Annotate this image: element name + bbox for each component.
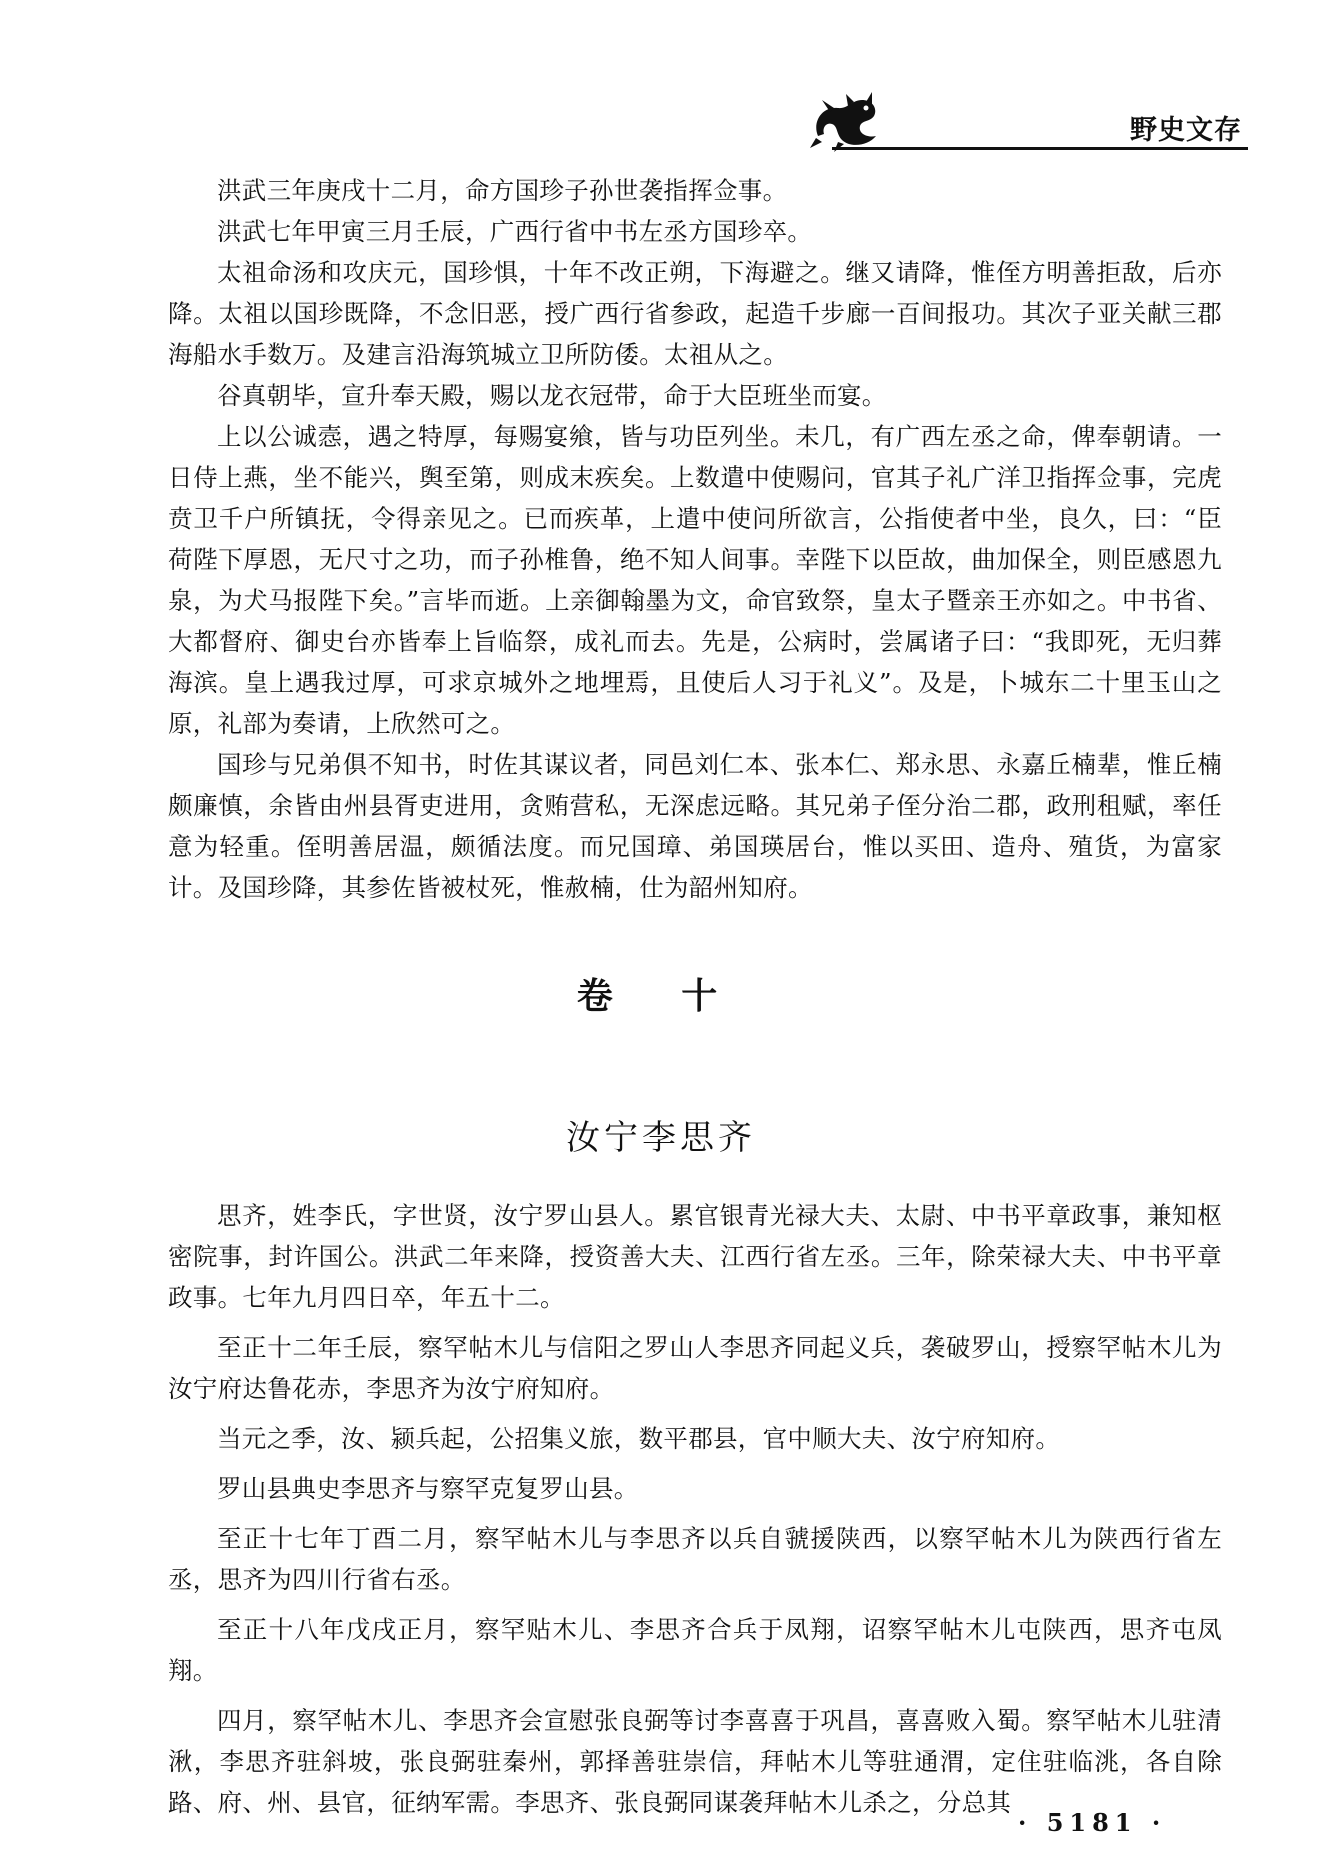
running-header <box>808 92 1248 152</box>
paragraph: 至正十二年壬辰，察罕帖木儿与信阳之罗山人李思齐同起义兵，袭破罗山，授察罕帖木儿为汝宁府达鲁花赤，李思齐为汝宁府知府。 <box>168 1333 1222 1403</box>
paragraph: 四月，察罕帖木儿、李思齐会宣慰张良弼等讨李喜喜于巩昌，喜喜败入蜀。察罕帖木儿驻清湫，李思齐驻斜坡，张良弼驻秦州，郭择善驻崇信，拜帖木儿等驻通渭，定住驻临洮，各自除路、府、州、县官，征纳军需。李思齐、张良弼同谋袭拜帖木儿杀之，分总其 <box>168 1706 1222 1817</box>
paragraph: 洪武三年庚戌十二月，命方国珍子孙世袭指挥佥事。 <box>217 176 788 205</box>
section-fang-guozhen <box>168 170 1222 908</box>
section-li-siqi <box>168 1195 1222 1823</box>
paragraph: 至正十八年戊戌正月，察罕贴木儿、李思齐合兵于凤翔，诏察罕帖木儿屯陕西，思齐屯凤翔。 <box>168 1615 1222 1685</box>
chapter-title: 汝宁李思齐 <box>566 1118 756 1158</box>
dragon-icon <box>808 92 884 152</box>
paragraph: 洪武七年甲寅三月壬辰，广西行省中书左丞方国珍卒。 <box>217 217 813 246</box>
paragraph: 上以公诚悫，遇之特厚，每赐宴飨，皆与功臣列坐。未几，有广西左丞之命，俾奉朝请。一日侍上燕，坐不能兴，舆至第，则成末疾矣。上数遣中使赐问，官其子礼广洋卫指挥佥事，完虎贲卫千户所镇抚，令得亲见之。已而疾革，上遣中使问所欲言，公指使者中坐，良久，曰：“臣荷陛下厚恩，无尺寸之功，而子孙椎鲁，绝不知人间事。幸陛下以臣故，曲加保全，则臣感恩九泉，为犬马报陛下矣。”言毕而逝。上亲御翰墨为文，命官致祭，皇太子暨亲王亦如之。中书省、大都督府、御史台亦皆奉上旨临祭，成礼而去。先是，公病时，尝属诸子曰：“我即死，无归葬海滨。皇上遇我过厚，可求京城外之地埋焉，且使后人习于礼义”。及是，卜城东二十里玉山之原，礼部为奏请，上欣然可之。 <box>168 422 1222 738</box>
paragraph: 思齐，姓李氏，字世贤，汝宁罗山县人。累官银青光禄大夫、太尉、中书平章政事，兼知枢密院事，封许国公。洪武二年来降，授资善大夫、江西行省左丞。三年，除荣禄大夫、中书平章政事。七年九月四日卒，年五十二。 <box>168 1201 1222 1312</box>
volume-title: 卷 十 <box>576 976 746 1017</box>
paragraph: 太祖命汤和攻庆元，国珍惧，十年不改正朔，下海避之。继又请降，惟侄方明善拒敌，后亦降。太祖以国珍既降，不念旧恶，授广西行省参政，起造千步廊一百间报功。其次子亚关献三郡海船水手数万。及建言沿海筑城立卫所防倭。太祖从之。 <box>168 258 1222 369</box>
paragraph: 谷真朝毕，宣升奉天殿，赐以龙衣冠带，命于大臣班坐而宴。 <box>217 381 887 410</box>
paragraph: 国珍与兄弟俱不知书，时佐其谋议者，同邑刘仁本、张本仁、郑永思、永嘉丘楠辈，惟丘楠颇廉慎，余皆由州县胥吏进用，贪贿营私，无深虑远略。其兄弟子侄分治二郡，政刑租赋，率任意为轻重。侄明善居温，颇循法度。而兄国璋、弟国瑛居台，惟以买田、造舟、殖货，为富家计。及国珍降，其参佐皆被杖死，惟赦楠，仕为韶州知府。 <box>168 750 1222 902</box>
series-title: 野史文存 <box>1130 115 1242 146</box>
header-rule <box>832 147 1248 150</box>
paragraph: 罗山县典史李思齐与察罕克复罗山县。 <box>217 1474 639 1503</box>
page-number: · 5181 · <box>1018 1808 1167 1837</box>
paragraph: 至正十七年丁酉二月，察罕帖木儿与李思齐以兵自虢援陕西，以察罕帖木儿为陕西行省左丞，思齐为四川行省右丞。 <box>168 1524 1222 1594</box>
paragraph: 当元之季，汝、颍兵起，公招集义旅，数平郡县，官中顺大夫、汝宁府知府。 <box>217 1424 1061 1453</box>
